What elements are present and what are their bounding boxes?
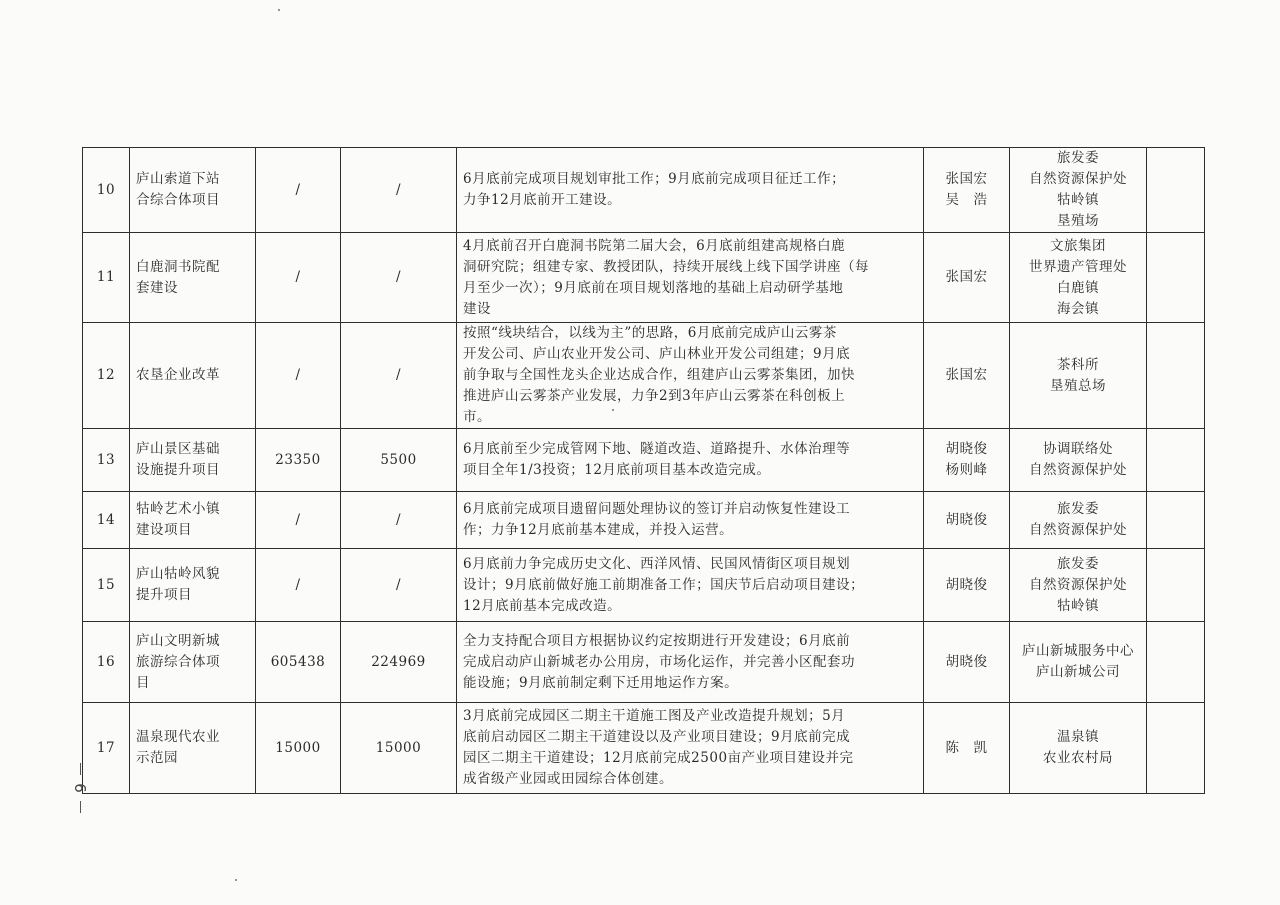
remarks-cell (1147, 492, 1205, 549)
table-row (83, 622, 1205, 703)
project-name (130, 323, 256, 429)
responsible-unit-line: 温泉镇 (1057, 729, 1099, 745)
responsible-leader-line: 张国宏 (945, 367, 988, 383)
task-description-line: 成省级产业园或田园综合体创建。 (463, 771, 673, 787)
responsible-unit (1010, 492, 1147, 549)
table-row (83, 233, 1205, 323)
task-description-line: 建设 (463, 300, 491, 317)
total-investment: / (256, 323, 341, 429)
project-name-line: 套建设 (136, 279, 178, 296)
responsible-leader-line: 陈 凯 (945, 739, 988, 756)
task-description-line: 3月底前完成园区二期主干道施工图及产业改造提升规划；5月 (463, 708, 846, 724)
responsible-leader-line: 吴 浩 (945, 192, 988, 208)
responsible-leader (924, 492, 1010, 549)
responsible-leader-line: 胡晓俊 (945, 576, 988, 593)
annual-investment: 224969 (341, 622, 457, 703)
row-number: 17 (83, 703, 130, 794)
remarks-cell (1147, 429, 1205, 492)
responsible-leader (924, 429, 1010, 492)
task-description (457, 622, 924, 703)
scan-speck (235, 879, 237, 881)
responsible-unit-line: 垦殖场 (1057, 213, 1099, 229)
row-number: 11 (83, 233, 130, 323)
scan-speck (612, 409, 614, 411)
task-description-line: 月至少一次）；9月底前在项目规划落地的基础上启动研学基地 (463, 279, 844, 296)
responsible-unit-line: 牯岭镇 (1057, 597, 1099, 614)
row-number: 12 (83, 323, 130, 429)
responsible-unit-line: 庐山新城公司 (1036, 664, 1120, 680)
responsible-leader-line: 胡晓俊 (945, 511, 988, 528)
annual-investment: 15000 (341, 703, 457, 794)
remarks-cell (1147, 622, 1205, 703)
project-name-line: 庐山索道下站 (136, 171, 220, 187)
responsible-leader-line: 胡晓俊 (945, 653, 988, 670)
task-description (457, 492, 924, 549)
annual-investment: / (341, 148, 457, 233)
responsible-leader-line: 杨则峰 (945, 462, 988, 478)
responsible-unit-line: 牯岭镇 (1057, 192, 1099, 208)
task-description (457, 429, 924, 492)
task-description (457, 233, 924, 323)
responsible-unit (1010, 622, 1147, 703)
project-name-line: 庐山文明新城 (136, 632, 220, 649)
task-description-line: 按照“线块结合，以线为主”的思路，6月底前完成庐山云雾茶 (463, 325, 837, 341)
table-row (83, 429, 1205, 492)
project-name-line: 旅游综合体项 (136, 653, 220, 670)
project-name-line: 示范园 (136, 750, 178, 766)
responsible-leader (924, 323, 1010, 429)
row-number: 13 (83, 429, 130, 492)
table-row (83, 549, 1205, 622)
responsible-unit (1010, 148, 1147, 233)
responsible-unit-line: 茶科所 (1057, 356, 1099, 373)
project-name-line: 庐山牯岭风貌 (136, 566, 220, 582)
responsible-unit (1010, 323, 1147, 429)
project-name-line: 农垦企业改革 (136, 367, 220, 383)
responsible-leader-line: 张国宏 (945, 171, 988, 187)
responsible-unit-line: 自然资源保护处 (1029, 576, 1127, 593)
row-number: 14 (83, 492, 130, 549)
remarks-cell (1147, 549, 1205, 622)
responsible-unit-line: 旅发委 (1057, 555, 1099, 572)
remarks-cell (1147, 233, 1205, 323)
table-row (83, 492, 1205, 549)
task-description-line: 6月底前完成项目规划审批工作；9月底前完成项目征迁工作； (463, 171, 846, 187)
project-name-line: 庐山景区基础 (136, 441, 220, 457)
responsible-leader-line: 张国宏 (945, 269, 988, 285)
responsible-leader (924, 703, 1010, 794)
task-description-line: 力争12月底前开工建设。 (463, 192, 622, 208)
task-description-line: 6月底前力争完成历史文化、西洋风情、民国风情街区项目规划 (463, 555, 851, 572)
task-description (457, 148, 924, 233)
task-description-line: 市。 (463, 409, 491, 425)
project-name-line: 目 (136, 674, 150, 691)
total-investment: / (256, 492, 341, 549)
task-description-line: 作；力争12月底前基本建成，并投入运营。 (463, 522, 734, 538)
task-description-line: 项目全年1/3投资；12月底前项目基本改造完成。 (463, 462, 771, 478)
annual-investment: 5500 (341, 429, 457, 492)
total-investment: 605438 (256, 622, 341, 703)
project-name (130, 148, 256, 233)
task-description-line: 推进庐山云雾茶产业发展，力争2到3年庐山云雾茶在科创板上 (463, 388, 846, 404)
total-investment: / (256, 549, 341, 622)
row-number: 15 (83, 549, 130, 622)
responsible-unit (1010, 549, 1147, 622)
annual-investment: / (341, 549, 457, 622)
responsible-unit-line: 自然资源保护处 (1029, 171, 1127, 187)
project-table (82, 147, 1205, 794)
project-name (130, 233, 256, 323)
project-name (130, 622, 256, 703)
responsible-leader (924, 233, 1010, 323)
page-number: 6 (70, 763, 90, 813)
responsible-leader (924, 549, 1010, 622)
project-name-line: 设施提升项目 (136, 462, 220, 478)
annual-investment: / (341, 233, 457, 323)
project-name-line: 牯岭艺术小镇 (136, 501, 220, 517)
remarks-cell (1147, 703, 1205, 794)
row-number: 10 (83, 148, 130, 233)
project-name (130, 703, 256, 794)
scan-speck (278, 9, 280, 11)
responsible-unit-line: 海会镇 (1057, 300, 1099, 317)
project-name-line: 合综合体项目 (136, 192, 220, 208)
responsible-unit-line: 自然资源保护处 (1029, 462, 1127, 478)
remarks-cell (1147, 148, 1205, 233)
annual-investment: / (341, 323, 457, 429)
project-name-line: 白鹿洞书院配 (136, 258, 220, 275)
task-description-line: 设计；9月底前做好施工前期准备工作；国庆节后启动项目建设； (463, 576, 865, 593)
responsible-unit-line: 白鹿镇 (1057, 279, 1099, 296)
responsible-unit-line: 协调联络处 (1043, 441, 1113, 457)
responsible-unit-line: 旅发委 (1057, 501, 1099, 517)
responsible-unit-line: 世界遗产管理处 (1029, 258, 1127, 275)
task-description-line: 全力支持配合项目方根据协议约定按期进行开发建设；6月底前 (463, 632, 851, 649)
annual-investment: / (341, 492, 457, 549)
total-investment: / (256, 233, 341, 323)
total-investment: 15000 (256, 703, 341, 794)
task-description (457, 323, 924, 429)
task-description-line: 前争取与全国性龙头企业达成合作，组建庐山云雾茶集团，加快 (463, 367, 855, 383)
table-row (83, 148, 1205, 233)
responsible-unit-line: 农业农村局 (1043, 750, 1113, 766)
total-investment: 23350 (256, 429, 341, 492)
row-number: 16 (83, 622, 130, 703)
responsible-unit-line: 自然资源保护处 (1029, 522, 1127, 538)
task-description (457, 703, 924, 794)
total-investment: / (256, 148, 341, 233)
responsible-leader (924, 622, 1010, 703)
responsible-leader (924, 148, 1010, 233)
project-name (130, 492, 256, 549)
project-name-line: 建设项目 (136, 522, 192, 538)
task-description-line: 洞研究院；组建专家、教授团队，持续开展线上线下国学讲座（每 (463, 258, 869, 275)
task-description (457, 549, 924, 622)
remarks-cell (1147, 323, 1205, 429)
responsible-unit-line: 垦殖总场 (1050, 377, 1106, 394)
project-name-line: 提升项目 (136, 587, 192, 603)
task-description-line: 底前启动园区二期主干道建设以及产业项目建设；9月底前完成 (463, 729, 851, 745)
responsible-unit (1010, 703, 1147, 794)
responsible-unit-line: 文旅集团 (1050, 237, 1106, 254)
task-description-line: 4月底前召开白鹿洞书院第二届大会，6月底前组建高规格白鹿 (463, 237, 846, 254)
project-name (130, 549, 256, 622)
responsible-unit (1010, 429, 1147, 492)
responsible-leader-line: 胡晓俊 (945, 441, 988, 457)
task-description-line: 6月底前完成项目遗留问题处理协议的签订并启动恢复性建设工 (463, 501, 851, 517)
project-name-line: 温泉现代农业 (136, 729, 220, 745)
task-description-line: 12月底前基本完成改造。 (463, 597, 622, 614)
task-description-line: 园区二期主干道建设；12月底前完成2500亩产业项目建设并完 (463, 750, 854, 766)
table-row (83, 703, 1205, 794)
responsible-unit-line: 旅发委 (1057, 150, 1099, 166)
responsible-unit-line: 庐山新城服务中心 (1022, 643, 1134, 659)
task-description-line: 完成启动庐山新城老办公用房，市场化运作，并完善小区配套功 (463, 653, 855, 670)
table-row (83, 323, 1205, 429)
project-name (130, 429, 256, 492)
task-description-line: 开发公司、庐山农业开发公司、庐山林业开发公司组建；9月底 (463, 346, 851, 362)
responsible-unit (1010, 233, 1147, 323)
task-description-line: 能设施；9月底前制定剩下迁用地运作方案。 (463, 674, 739, 691)
task-description-line: 6月底前至少完成管网下地、隧道改造、道路提升、水体治理等 (463, 441, 851, 457)
